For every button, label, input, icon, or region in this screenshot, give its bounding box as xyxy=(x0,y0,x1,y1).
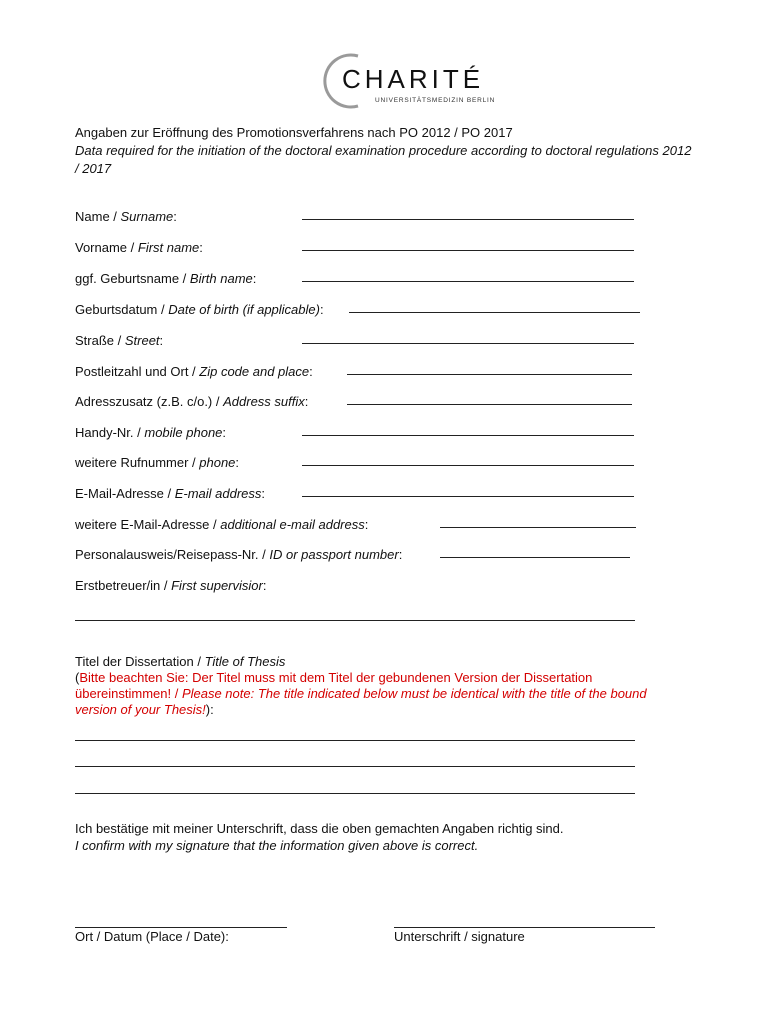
thesis-title-line-3[interactable] xyxy=(75,793,635,794)
thesis-title-line-1[interactable] xyxy=(75,740,635,741)
field-supervisor-line[interactable] xyxy=(75,620,635,621)
signature-line[interactable] xyxy=(394,927,655,928)
thesis-title-label: Titel der Dissertation / Title of Thesis xyxy=(75,654,286,669)
field-address-suffix-line[interactable] xyxy=(347,404,632,405)
field-phone-label: weitere Rufnummer / phone: xyxy=(75,455,240,470)
logo-wordmark: CHARITÉ xyxy=(342,64,485,94)
field-birth-name-line[interactable] xyxy=(302,281,634,282)
heading-english: Data required for the initiation of the doctoral examination procedure according to doctoral regulations 2012 / 2017 xyxy=(75,143,692,176)
field-email-label: E-Mail-Adresse / E-mail address: xyxy=(75,486,266,501)
field-additional-email-line[interactable] xyxy=(440,527,636,528)
heading-german: Angaben zur Eröffnung des Promotionsverfahrens nach PO 2012 / PO 2017 xyxy=(75,125,513,140)
logo-subtitle: UNIVERSITÄTSMEDIZIN BERLIN xyxy=(375,97,496,104)
confirmation-german: Ich bestätige mit meiner Unterschrift, dass die oben gemachten Angaben richtig sind. xyxy=(75,821,564,836)
confirmation-block xyxy=(75,820,695,854)
signature-label: Unterschrift / signature xyxy=(394,929,525,944)
field-street-label: Straße / Street: xyxy=(75,333,164,348)
field-email-line[interactable] xyxy=(302,496,634,497)
field-surname-label: Name / Surname: xyxy=(75,209,177,224)
field-zip-place-line[interactable] xyxy=(347,374,632,375)
field-mobile-phone-line[interactable] xyxy=(302,435,634,436)
field-address-suffix-label: Adresszusatz (z.B. c/o.) / Address suffix: xyxy=(75,394,309,409)
field-date-of-birth-label: Geburtsdatum / Date of birth (if applicable): xyxy=(75,302,324,317)
field-first-name-line[interactable] xyxy=(302,250,634,251)
form-heading xyxy=(75,124,695,178)
place-date-line[interactable] xyxy=(75,927,287,928)
field-street-line[interactable] xyxy=(302,343,634,344)
thesis-title-block xyxy=(75,654,655,718)
field-phone-line[interactable] xyxy=(302,465,634,466)
field-id-passport-label: Personalausweis/Reisepass-Nr. / ID or passport number: xyxy=(75,547,403,562)
place-date-label: Ort / Datum (Place / Date): xyxy=(75,929,229,944)
confirmation-english: I confirm with my signature that the information given above is correct. xyxy=(75,838,479,853)
field-mobile-phone-label: Handy-Nr. / mobile phone: xyxy=(75,425,227,440)
thesis-title-note: (Bitte beachten Sie: Der Titel muss mit dem Titel der gebundenen Version der Dissertation übereinstimmen! / Please note: The title indicated below must be identical with the title of the bound version of your Thesis!): xyxy=(75,670,647,717)
field-zip-place-label: Postleitzahl und Ort / Zip code and place: xyxy=(75,364,313,379)
field-supervisor-label: Erstbetreuer/in / First supervisior: xyxy=(75,578,267,593)
field-additional-email-label: weitere E-Mail-Adresse / additional e-mail address: xyxy=(75,517,369,532)
field-date-of-birth-line[interactable] xyxy=(349,312,640,313)
field-surname-line[interactable] xyxy=(302,219,634,220)
field-birth-name-label: ggf. Geburtsname / Birth name: xyxy=(75,271,257,286)
field-id-passport-line[interactable] xyxy=(440,557,630,558)
thesis-title-line-2[interactable] xyxy=(75,766,635,767)
field-first-name-label: Vorname / First name: xyxy=(75,240,203,255)
